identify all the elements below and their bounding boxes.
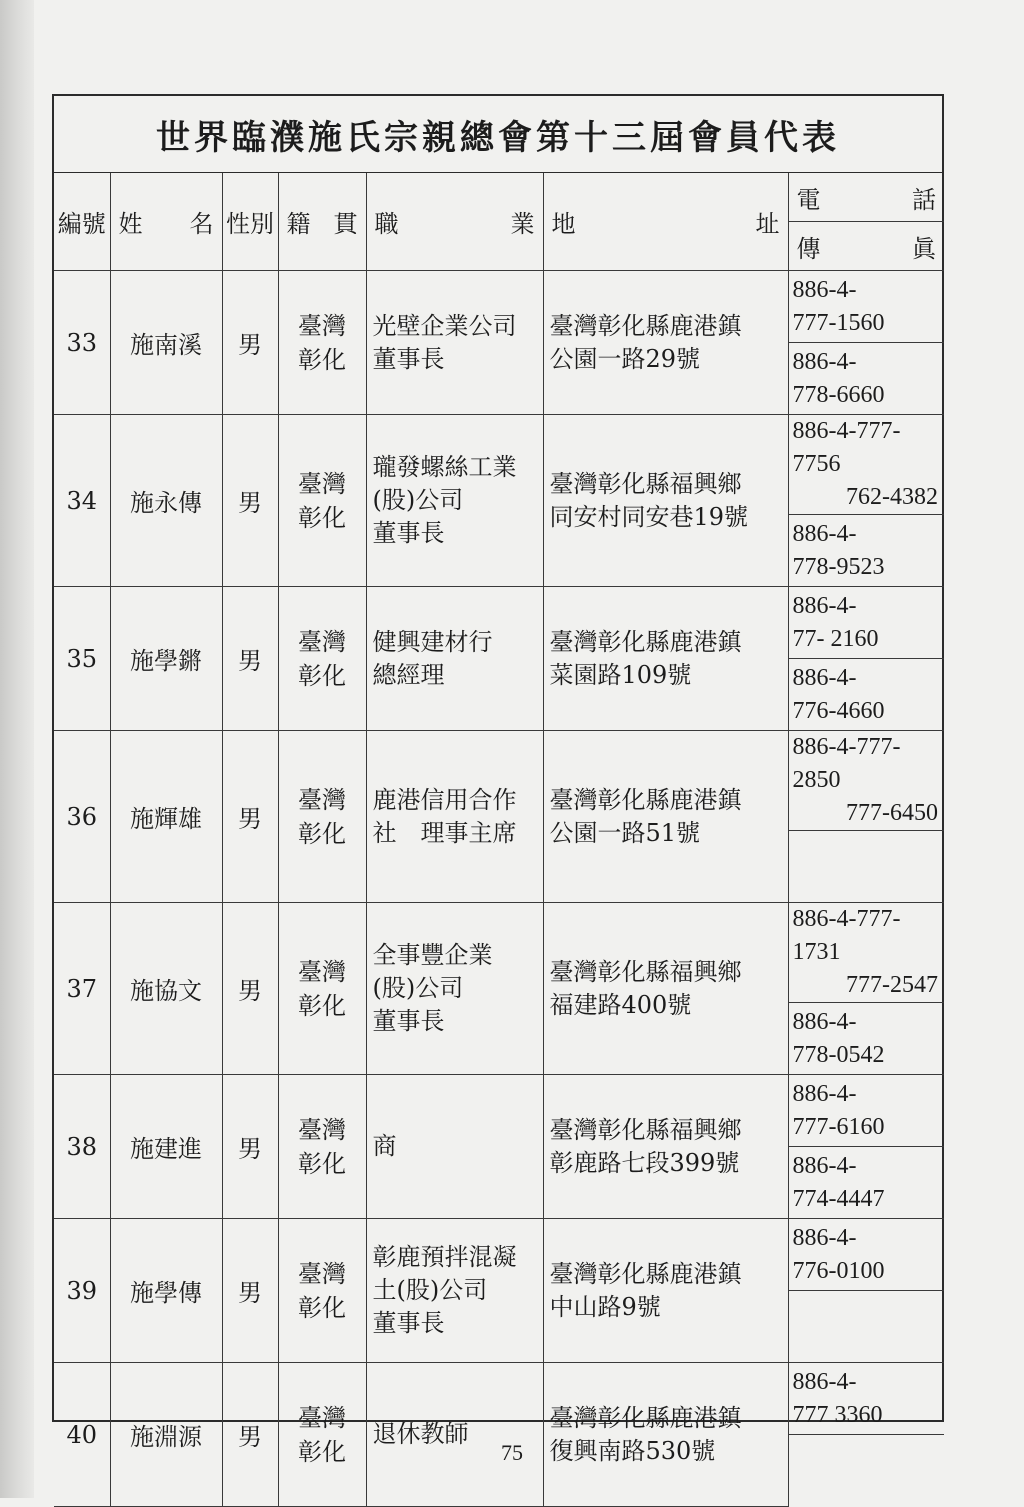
member-gender — [222, 731, 278, 903]
header-gender: 性別 — [222, 173, 278, 271]
gender-text: 男 — [238, 1279, 262, 1307]
origin-line: 臺灣 — [298, 1403, 346, 1432]
address-line: 彰鹿路七段399號 — [549, 1148, 740, 1177]
member-name — [110, 415, 222, 587]
address-line: 臺灣彰化縣鹿港鎮 — [549, 627, 742, 656]
fax-line: 886-4- — [792, 520, 857, 547]
address-line: 公園一路51號 — [549, 818, 701, 847]
phone-line: 886-4-777-2850 — [792, 734, 901, 793]
number-text: 34 — [66, 486, 98, 515]
job-line: (股)公司 — [372, 486, 464, 514]
member-origin — [278, 1219, 366, 1363]
address-line: 菜園路109號 — [549, 660, 692, 689]
phone-line: 777 3360 — [792, 1401, 883, 1428]
origin-line: 臺灣 — [298, 311, 346, 340]
member-name — [110, 1363, 222, 1507]
job-line: 鹿港信用合作 — [372, 785, 517, 814]
phone-line: 77- 2160 — [792, 625, 879, 652]
gender-text: 男 — [238, 977, 262, 1005]
member-fax — [788, 343, 944, 415]
origin-line: 臺灣 — [298, 785, 346, 814]
member-job — [366, 731, 543, 903]
origin-line: 彰化 — [298, 819, 346, 848]
member-gender — [222, 1075, 278, 1219]
gender-text: 男 — [238, 805, 262, 833]
name-text: 施學傳 — [130, 1279, 202, 1307]
table-row — [54, 1075, 944, 1147]
number-text: 38 — [66, 1132, 98, 1161]
header-phone: 電 話 — [788, 173, 944, 222]
member-job — [366, 415, 543, 587]
fax-line: 778-9523 — [792, 553, 885, 580]
member-job — [366, 1219, 543, 1363]
title-row — [54, 96, 942, 173]
address-line: 福建路400號 — [549, 990, 692, 1019]
phone-line: 777-6160 — [792, 1113, 885, 1140]
header-origin: 籍 貫 — [278, 173, 366, 271]
phone-line: 886-4- — [792, 1080, 857, 1107]
member-address — [543, 903, 788, 1075]
job-line: 全事豐企業 — [372, 941, 493, 969]
member-number — [54, 587, 110, 731]
member-fax — [788, 515, 944, 587]
page-title: 世界臨濮施氏宗親總會第十三屆會員代表 — [156, 117, 840, 158]
fax-line: 886-4- — [792, 1152, 857, 1179]
member-gender — [222, 903, 278, 1075]
job-line: 健興建材行 — [372, 627, 493, 656]
member-job — [366, 903, 543, 1075]
book-gutter-shadow — [0, 0, 34, 1498]
member-phone — [788, 587, 944, 659]
origin-line: 彰化 — [298, 345, 346, 374]
job-line: 董事長 — [372, 1007, 445, 1035]
member-name — [110, 271, 222, 415]
member-address — [543, 1075, 788, 1219]
phone-line: 886-4- — [792, 1224, 857, 1251]
job-line: 退休教師 — [372, 1420, 469, 1448]
member-number — [54, 1075, 110, 1219]
member-job — [366, 1075, 543, 1219]
origin-line: 彰化 — [298, 661, 346, 690]
job-line: 瓏發螺絲工業 — [372, 453, 517, 481]
origin-line: 臺灣 — [298, 1259, 346, 1288]
member-phone — [788, 903, 944, 1003]
member-address — [543, 415, 788, 587]
origin-line: 彰化 — [298, 1149, 346, 1178]
member-phone — [788, 1363, 944, 1435]
number-text: 33 — [66, 328, 98, 357]
gender-text: 男 — [238, 331, 262, 359]
table-row — [54, 1219, 944, 1291]
address-line: 中山路9號 — [549, 1292, 661, 1321]
member-number — [54, 1363, 110, 1507]
origin-line: 臺灣 — [298, 957, 346, 986]
member-fax — [788, 831, 944, 903]
table-row — [54, 415, 944, 515]
address-line: 臺灣彰化縣福興鄉 — [549, 957, 742, 986]
member-table-frame — [52, 94, 944, 1466]
member-phone — [788, 271, 944, 343]
member-address — [543, 1363, 788, 1507]
member-address — [543, 1219, 788, 1363]
member-job — [366, 1363, 543, 1507]
member-address — [543, 271, 788, 415]
member-name — [110, 903, 222, 1075]
fax-line: 886-4- — [792, 1008, 857, 1035]
header-name: 姓 名 — [110, 173, 222, 271]
member-fax — [788, 659, 944, 731]
number-text: 36 — [66, 802, 98, 831]
number-text: 35 — [66, 644, 98, 673]
member-fax — [788, 1147, 944, 1219]
member-origin — [278, 1075, 366, 1219]
header-no: 編號 — [54, 173, 110, 271]
member-gender — [222, 587, 278, 731]
member-origin — [278, 731, 366, 903]
fax-line: 776-4660 — [792, 697, 885, 724]
fax-line: 778-0542 — [792, 1041, 885, 1068]
member-phone — [788, 1219, 944, 1291]
member-name — [110, 1075, 222, 1219]
gender-text: 男 — [238, 489, 262, 517]
gender-text: 男 — [238, 1423, 262, 1451]
header-fax: 傳 眞 — [788, 222, 944, 271]
address-line: 臺灣彰化縣福興鄉 — [549, 1115, 742, 1144]
page-number: 75 — [501, 1440, 523, 1465]
origin-line: 臺灣 — [298, 627, 346, 656]
name-text: 施建進 — [130, 1135, 202, 1163]
job-line: 光壁企業公司 — [372, 311, 517, 340]
member-number — [54, 903, 110, 1075]
member-phone — [788, 415, 944, 515]
phone-line: 886-4-777-1731 — [792, 906, 901, 965]
member-origin — [278, 415, 366, 587]
member-phone — [788, 1075, 944, 1147]
member-table — [54, 173, 944, 1507]
member-origin — [278, 1363, 366, 1507]
member-fax — [788, 1003, 944, 1075]
fax-line: 774-4447 — [792, 1185, 885, 1212]
member-job — [366, 271, 543, 415]
member-gender — [222, 1219, 278, 1363]
header-job: 職 業 — [366, 173, 543, 271]
origin-line: 臺灣 — [298, 1115, 346, 1144]
phone-line: 777-2547 — [846, 972, 938, 998]
origin-line: 彰化 — [298, 1437, 346, 1466]
member-address — [543, 731, 788, 903]
phone-line: 762-4382 — [846, 484, 938, 510]
address-line: 復興南路530號 — [549, 1436, 716, 1465]
job-line: 彰鹿預拌混凝 — [372, 1243, 517, 1271]
fax-line: 886-4- — [792, 348, 857, 375]
fax-line: 778-6660 — [792, 381, 885, 408]
table-row — [54, 587, 944, 659]
member-gender — [222, 415, 278, 587]
gender-text: 男 — [238, 647, 262, 675]
name-text: 施南溪 — [130, 331, 202, 359]
member-gender — [222, 271, 278, 415]
member-job — [366, 587, 543, 731]
member-fax — [788, 1291, 944, 1363]
address-line: 臺灣彰化縣鹿港鎮 — [549, 1403, 742, 1432]
member-name — [110, 587, 222, 731]
phone-line: 777-1560 — [792, 309, 885, 336]
header-row — [54, 173, 944, 222]
name-text: 施協文 — [130, 977, 202, 1005]
member-number — [54, 1219, 110, 1363]
job-line: 董事長 — [372, 1309, 445, 1337]
member-address — [543, 587, 788, 731]
job-line: 社 理事主席 — [372, 818, 517, 847]
number-text: 37 — [66, 974, 98, 1003]
phone-line: 886-4- — [792, 1368, 857, 1395]
job-line: 董事長 — [372, 519, 445, 547]
header-address: 地 址 — [543, 173, 788, 271]
member-origin — [278, 903, 366, 1075]
phone-line: 776-0100 — [792, 1257, 885, 1284]
address-line: 臺灣彰化縣福興鄉 — [549, 469, 742, 498]
member-number — [54, 271, 110, 415]
address-line: 公園一路29號 — [549, 344, 701, 373]
job-line: 土(股)公司 — [372, 1276, 488, 1304]
origin-line: 彰化 — [298, 991, 346, 1020]
name-text: 施學鏘 — [130, 647, 202, 675]
member-name — [110, 1219, 222, 1363]
job-line: 董事長 — [372, 344, 445, 373]
table-row — [54, 903, 944, 1003]
job-line: 商 — [372, 1132, 397, 1160]
member-number — [54, 731, 110, 903]
origin-line: 彰化 — [298, 1293, 346, 1322]
origin-line: 彰化 — [298, 503, 346, 532]
address-line: 臺灣彰化縣鹿港鎮 — [549, 1259, 742, 1288]
number-text: 39 — [66, 1276, 98, 1305]
phone-line: 886-4- — [792, 276, 857, 303]
name-text: 施輝雄 — [130, 805, 202, 833]
number-text: 40 — [66, 1420, 98, 1449]
name-text: 施淵源 — [130, 1423, 202, 1451]
phone-line: 886-4-777-7756 — [792, 418, 901, 477]
job-line: 總經理 — [372, 660, 445, 689]
table-row — [54, 1363, 944, 1435]
member-phone — [788, 731, 944, 831]
member-gender — [222, 1363, 278, 1507]
phone-line: 886-4- — [792, 592, 857, 619]
address-line: 同安村同安巷19號 — [549, 502, 749, 531]
table-row — [54, 731, 944, 831]
address-line: 臺灣彰化縣鹿港鎮 — [549, 785, 742, 814]
member-number — [54, 415, 110, 587]
phone-line: 777-6450 — [846, 800, 938, 826]
member-origin — [278, 271, 366, 415]
member-name — [110, 731, 222, 903]
job-line: (股)公司 — [372, 974, 464, 1002]
member-origin — [278, 587, 366, 731]
name-text: 施永傳 — [130, 489, 202, 517]
table-row — [54, 271, 944, 343]
fax-line: 886-4- — [792, 664, 857, 691]
origin-line: 臺灣 — [298, 469, 346, 498]
gender-text: 男 — [238, 1135, 262, 1163]
address-line: 臺灣彰化縣鹿港鎮 — [549, 311, 742, 340]
